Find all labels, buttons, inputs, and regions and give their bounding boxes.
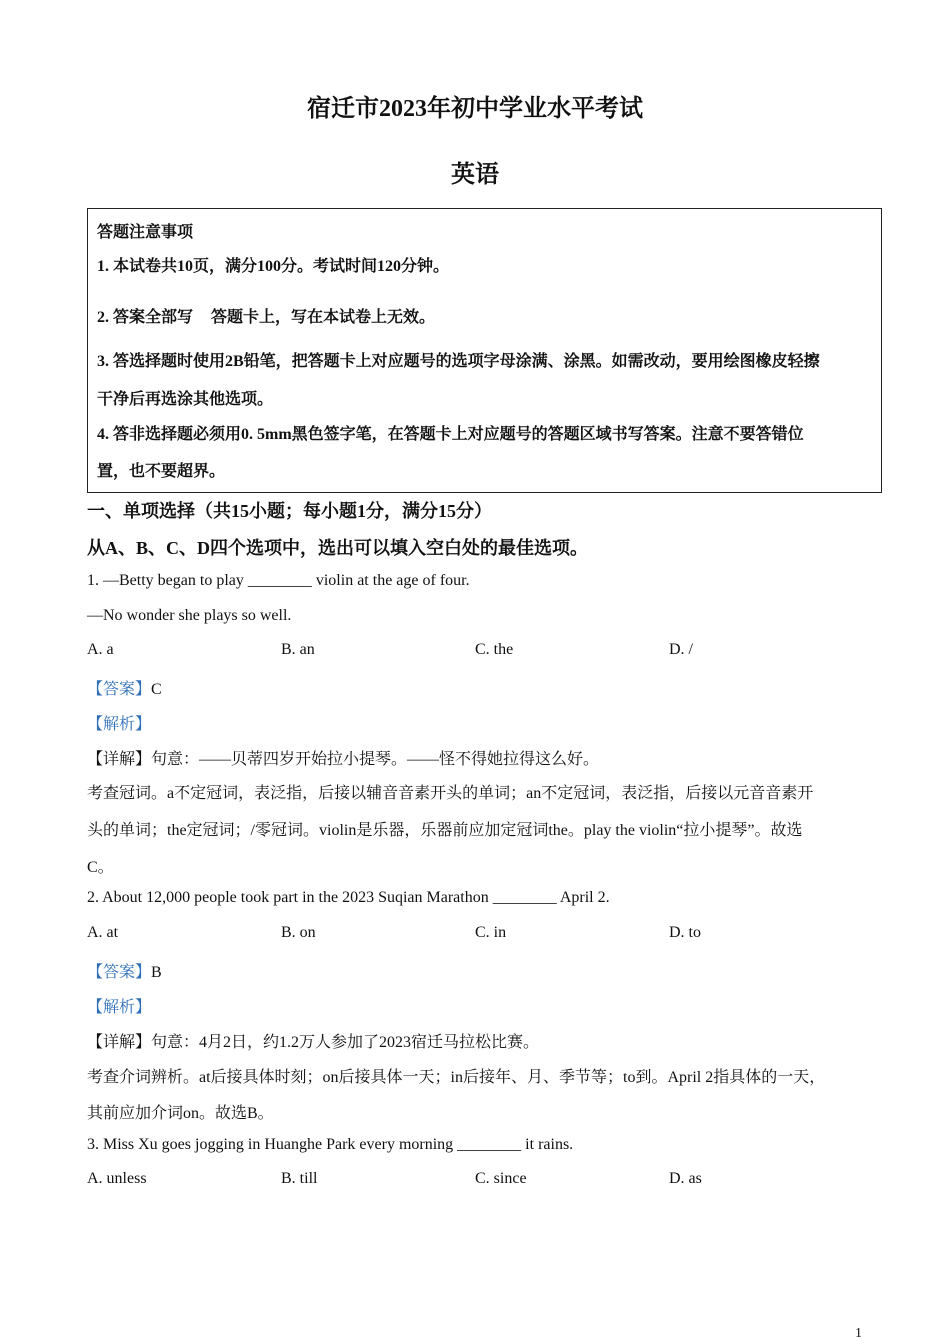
question-2-option-a: A. at <box>87 924 119 941</box>
question-1-option-a: A. a <box>87 641 114 658</box>
question-2-explanation-2: 其前应加介词on。故选B。 <box>87 1105 274 1122</box>
question-1-option-d: D. / <box>669 641 693 658</box>
question-1-explanation-3: C。 <box>87 859 114 876</box>
question-2-option-b: B. on <box>281 924 316 941</box>
subject-title: 英语 <box>451 162 499 188</box>
question-3-option-a: A. unless <box>87 1170 147 1187</box>
notice-heading: 答题注意事项 <box>97 224 194 241</box>
exam-title: 宿迁市2023年初中学业水平考试 <box>307 96 643 122</box>
question-1-explanation-1: 考查冠词。a不定冠词，表泛指，后接以辅音音素开头的单词；an不定冠词，表泛指，后接以元音音素开 <box>87 785 814 802</box>
notice-item-3-line-2: 干净后再选涂其他选项。 <box>97 391 274 408</box>
notice-item-4-line-2: 置，也不要超界。 <box>97 463 226 480</box>
question-3-option-b: B. till <box>281 1170 318 1187</box>
page-number: 1 <box>855 1326 862 1341</box>
question-3-option-d: D. as <box>669 1170 702 1187</box>
section-heading: 一、单项选择（共15小题；每小题1分，满分15分） <box>87 501 492 521</box>
answer-tag: 【答案】 <box>87 681 152 698</box>
question-1-explanation-2: 头的单词；the定冠词；/零冠词。violin是乐器，乐器前应加定冠词the。play the violin“拉小提琴”。故选 <box>87 822 803 839</box>
question-1-answer-value: C <box>151 681 162 698</box>
question-1-analysis-tag: 【解析】 <box>87 716 152 733</box>
section-instruction: 从A、B、C、D四个选项中，选出可以填入空白处的最佳选项。 <box>87 538 589 558</box>
question-3-option-c: C. since <box>475 1170 527 1187</box>
question-1-stem-2: —No wonder she plays so well. <box>87 607 292 624</box>
question-1-option-c: C. the <box>475 641 514 658</box>
notice-box <box>87 208 882 493</box>
question-2-stem: 2. About 12,000 people took part in the 2023 Suqian Marathon ________ April 2. <box>87 889 610 906</box>
question-2-answer <box>87 959 162 982</box>
question-2-explanation-1: 考查介词辨析。at后接具体时刻；on后接具体一天；in后接年、月、季节等；to到。April 2指具体的一天， <box>87 1069 826 1086</box>
question-2-answer-value: B <box>151 964 162 981</box>
notice-item-3-line-1: 3. 答选择题时使用2B铅笔，把答题卡上对应题号的选项字母涂满、涂黑。如需改动，要用绘图橡皮轻擦 <box>97 353 820 370</box>
answer-tag: 【答案】 <box>87 964 152 981</box>
question-1-option-b: B. an <box>281 641 315 658</box>
notice-item-1: 1. 本试卷共10页，满分100分。考试时间120分钟。 <box>97 258 450 275</box>
question-1-answer <box>87 676 162 699</box>
question-3-stem: 3. Miss Xu goes jogging in Huanghe Park every morning ________ it rains. <box>87 1136 574 1153</box>
question-2-analysis-tag: 【解析】 <box>87 999 152 1016</box>
notice-item-2 <box>97 304 435 327</box>
notice-item-4-line-1: 4. 答非选择题必须用0. 5mm黑色签字笔，在答题卡上对应题号的答题区域书写答案。注意不要答错位 <box>97 426 804 443</box>
question-1-detail: 【详解】句意：——贝蒂四岁开始拉小提琴。——怪不得她拉得这么好。 <box>87 751 600 768</box>
question-1-stem: 1. —Betty began to play ________ violin at the age of four. <box>87 572 470 589</box>
question-2-option-c: C. in <box>475 924 507 941</box>
notice-item-2-part1: 2. 答案全部写 <box>97 309 194 326</box>
question-2-detail: 【详解】句意：4月2日，约1.2万人参加了2023宿迁马拉松比赛。 <box>87 1034 540 1051</box>
question-2-option-d: D. to <box>669 924 701 941</box>
notice-item-2-part2: 答题卡上，写在本试卷上无效。 <box>211 309 436 326</box>
